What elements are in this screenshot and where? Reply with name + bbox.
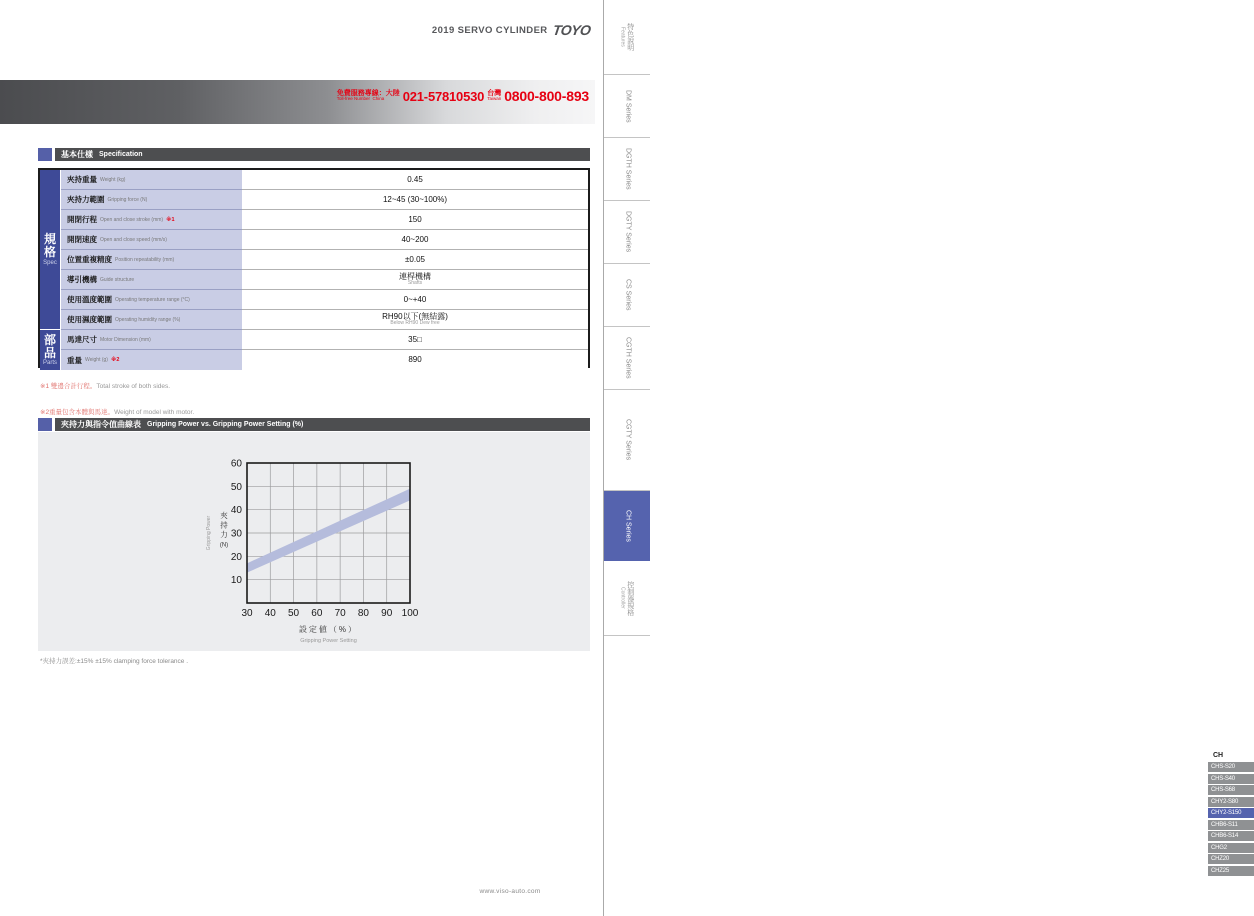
sidebar-tab: CGTY Series — [604, 390, 650, 491]
spec-row-value: RH90以下(無結露) Below RH90 Dew free — [242, 310, 588, 330]
table-group-header: 規格 Spec — [40, 170, 61, 330]
spec-row-label: 開閉速度 Open and close speed (mm/s) — [61, 230, 242, 250]
spec-row-value: 12~45 (30~100%) — [242, 190, 588, 210]
y-axis-label-en: Gripping Power — [206, 515, 212, 551]
sidebar-tab: CS Series — [604, 264, 650, 327]
y-tick-label: 50 — [230, 481, 242, 493]
model-list-item: CHS-S40 — [1208, 774, 1254, 784]
spec-footnotes — [40, 371, 194, 424]
spec-row-value: 連桿機構 Shafts — [242, 270, 588, 290]
x-axis-label-en: Gripping Power Setting — [300, 638, 357, 644]
website-url: www.viso-auto.com — [479, 888, 541, 895]
spec-row-value: 40~200 — [242, 230, 588, 250]
model-list — [1208, 752, 1254, 877]
sidebar-tab: DGTH Series — [604, 138, 650, 201]
footnote-line: ※1 雙邊合計行程。Total stroke of both sides. — [40, 383, 171, 390]
spec-row-label: 夾持力範圍 Gripping force (N) — [61, 190, 242, 210]
chart-footnote: *夾持力誤差:±15% ±15% clamping force tolerance . — [40, 658, 189, 665]
model-list-item: CHY2-S80 — [1208, 797, 1254, 807]
spec-table — [38, 168, 590, 368]
model-list-item: CHG2 — [1208, 843, 1254, 853]
hotline — [337, 88, 589, 104]
model-list-item: CHZ20 — [1208, 854, 1254, 864]
chart-panel — [38, 432, 590, 651]
model-list-item: CHB6-S11 — [1208, 820, 1254, 830]
y-tick-label: 20 — [230, 551, 242, 563]
x-tick-label: 40 — [264, 608, 276, 619]
y-axis-label-zh: 力 — [220, 530, 228, 539]
chart-section-title-en: Gripping Power vs. Gripping Power Setting (%) — [147, 421, 304, 428]
spec-row-label: 馬達尺寸 Motor Dimension (mm) — [61, 330, 242, 350]
spec-row-label: 使用溫度範圍 Operating temperature range (°C) — [61, 290, 242, 310]
x-tick-label: 80 — [357, 608, 369, 619]
y-tick-label: 10 — [230, 575, 242, 587]
brand-line — [432, 22, 590, 38]
spec-row-value: ±0.05 — [242, 250, 588, 270]
spec-row-label: 位置重複精度 Position repeatability (mm) — [61, 250, 242, 270]
x-tick-label: 70 — [334, 608, 346, 619]
x-axis-label-zh: 設定値（%） — [298, 625, 359, 634]
taiwan-label: 台灣 Taiwan — [487, 89, 502, 102]
spec-row-value: 150 — [242, 210, 588, 230]
spec-section-header — [38, 148, 590, 161]
footnote-mark: ※2 — [110, 357, 120, 363]
model-list-item: CHZ25 — [1208, 866, 1254, 876]
hotline-label: 免費服務專線：大陸 Toll-free Number China — [336, 89, 400, 102]
model-list-item: CHS-S20 — [1208, 762, 1254, 772]
taiwan-phone-number: 0800-800-893 — [504, 88, 589, 104]
model-list-item: CHS-S68 — [1208, 785, 1254, 795]
sidebar-tab: DGTY Series — [604, 201, 650, 264]
x-tick-label: 50 — [288, 608, 300, 619]
spec-row-label: 重量 Weight (g) ※2 — [61, 350, 242, 370]
spec-row-value: 0~+40 — [242, 290, 588, 310]
toyo-logo: TOYO — [551, 22, 592, 38]
footnote-line: ※2重量包含本體與馬達。Weight of model with motor. — [40, 409, 195, 417]
page-title: 2019 SERVO CYLINDER — [431, 24, 548, 36]
chart-section-title-zh: 夾持力與指令值曲線表 — [61, 420, 141, 429]
sidebar-tab: CGTH Series — [604, 327, 650, 390]
gripping-power-band — [247, 489, 410, 573]
chart-section-header — [38, 418, 590, 431]
y-axis-unit: (N) — [219, 542, 229, 549]
y-axis-label-zh: 夾 — [220, 511, 228, 520]
sidebar-tab: 特色說明 Features — [604, 0, 650, 75]
spec-row-value: 35□ — [242, 330, 588, 350]
y-tick-label: 30 — [230, 528, 242, 540]
x-tick-label: 60 — [311, 608, 323, 619]
spec-row-label: 導引機構 Guide structure — [61, 270, 242, 290]
y-tick-label: 60 — [230, 458, 242, 470]
gradient-banner — [0, 80, 595, 124]
y-axis-label-zh: 持 — [220, 520, 228, 530]
spec-section-title-en: Specification — [99, 151, 143, 158]
spec-row-value: 890 — [242, 350, 588, 370]
series-sidebar — [603, 0, 1242, 916]
model-list-title: CH — [1213, 752, 1224, 759]
section-accent-square — [38, 418, 52, 431]
model-list-item: CHY2-S150 — [1208, 808, 1254, 818]
spec-section-title-zh: 基本仕樣 — [61, 150, 93, 159]
china-phone-number: 021-57810530 — [402, 88, 485, 104]
sidebar-tab: 控制器規格 Controller — [604, 561, 650, 636]
spec-row-label: 夾持重量 Weight (kg) — [61, 170, 242, 190]
gripping-chart — [188, 442, 478, 648]
sidebar-tab: CH Series — [604, 491, 650, 561]
x-tick-label: 90 — [381, 608, 393, 619]
x-tick-label: 100 — [401, 608, 419, 619]
model-list-item: CHB6-S14 — [1208, 831, 1254, 841]
y-tick-label: 40 — [230, 505, 242, 517]
sidebar-tabs — [604, 0, 650, 636]
table-group-header: 部品 Parts — [40, 330, 61, 370]
spec-row-label: 開閉行程 Open and close stroke (mm) ※1 — [61, 210, 242, 230]
x-tick-label: 30 — [241, 608, 253, 619]
sidebar-tab: DM Series — [604, 75, 650, 138]
footnote-mark: ※1 — [166, 216, 175, 223]
spec-row-value: 0.45 — [242, 170, 588, 190]
section-accent-square — [38, 148, 52, 161]
spec-row-label: 使用濕度範圍 Operating humidity range (%) — [61, 310, 242, 330]
